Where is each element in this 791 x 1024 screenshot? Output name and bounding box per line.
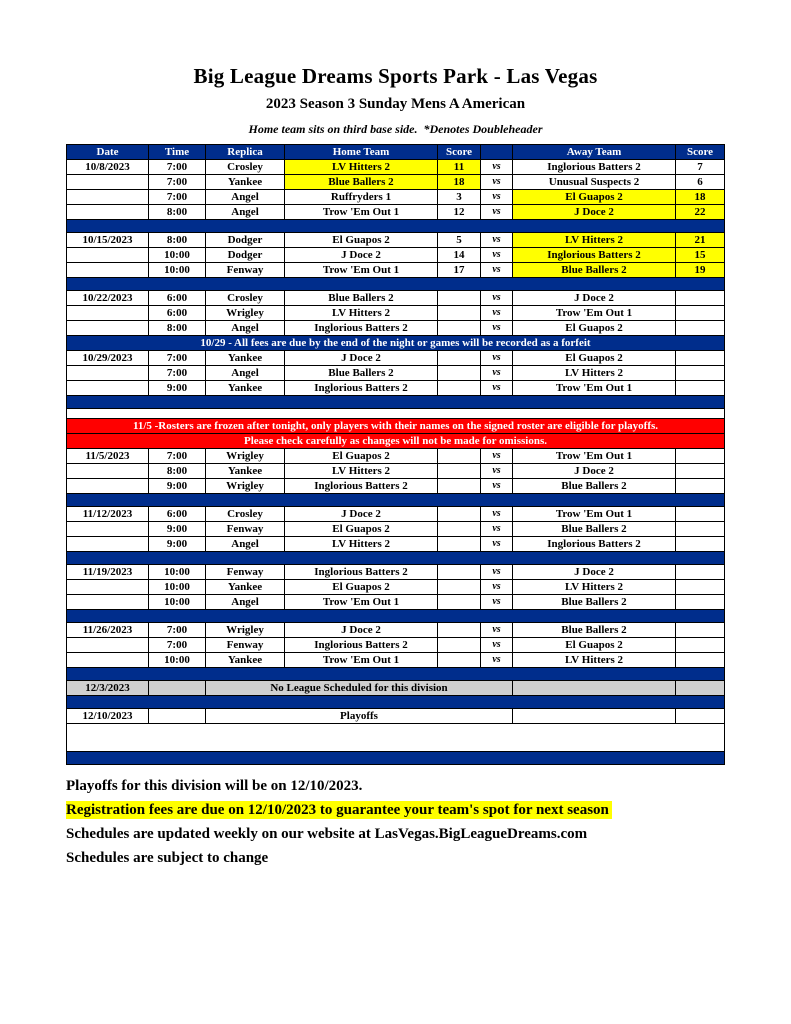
time-cell: 7:00 <box>149 175 206 190</box>
vs-label: vs <box>481 160 513 175</box>
column-header-date: Date <box>67 145 149 160</box>
home-score-cell <box>438 464 481 479</box>
date-cell <box>67 205 149 220</box>
away-team-cell: Trow 'Em Out 1 <box>513 381 676 396</box>
time-cell: 8:00 <box>149 464 206 479</box>
vs-label: vs <box>481 321 513 336</box>
home-team-cell: LV Hitters 2 <box>285 537 438 552</box>
away-team-cell: Blue Ballers 2 <box>513 623 676 638</box>
away-score-cell: 18 <box>676 190 725 205</box>
away-score-cell <box>676 366 725 381</box>
time-cell <box>149 681 206 696</box>
date-cell <box>67 595 149 610</box>
home-score-cell: 18 <box>438 175 481 190</box>
home-score-cell: 17 <box>438 263 481 278</box>
column-header-away-score: Score <box>676 145 725 160</box>
time-cell: 9:00 <box>149 479 206 494</box>
home-score-cell <box>438 479 481 494</box>
playoffs-date-note: Playoffs for this division will be on 12/10/2023. <box>66 778 363 794</box>
no-league-text: No League Scheduled for this division <box>206 681 513 696</box>
table-row <box>67 709 725 724</box>
replica-cell: Yankee <box>206 351 285 366</box>
date-cell: 12/3/2023 <box>67 681 149 696</box>
replica-cell: Yankee <box>206 381 285 396</box>
time-cell: 8:00 <box>149 321 206 336</box>
registration-fees-note: Registration fees are due on 12/10/2023 to guarantee your team's spot for next season <box>66 801 612 819</box>
column-header-vs <box>481 145 513 160</box>
separator-bar <box>67 610 725 623</box>
home-score-cell <box>438 507 481 522</box>
away-team-cell: El Guapos 2 <box>513 190 676 205</box>
replica-cell: Wrigley <box>206 306 285 321</box>
home-score-cell <box>438 449 481 464</box>
table-row <box>67 522 725 537</box>
away-score-cell <box>676 306 725 321</box>
away-team-cell: LV Hitters 2 <box>513 580 676 595</box>
separator-bar <box>67 552 725 565</box>
away-score-cell <box>676 464 725 479</box>
away-score-cell <box>676 565 725 580</box>
home-team-note: Home team sits on third base side. *Denotes Doubleheader <box>248 122 543 136</box>
date-cell <box>67 175 149 190</box>
time-cell: 7:00 <box>149 638 206 653</box>
playoffs-text: Playoffs <box>206 709 513 724</box>
home-score-cell <box>438 653 481 668</box>
table-row <box>67 552 725 565</box>
replica-cell: Wrigley <box>206 479 285 494</box>
blank-row <box>67 724 725 752</box>
away-team-cell: Blue Ballers 2 <box>513 263 676 278</box>
time-cell: 6:00 <box>149 306 206 321</box>
away-score-cell <box>676 681 725 696</box>
table-row <box>67 638 725 653</box>
replica-cell: Yankee <box>206 464 285 479</box>
vs-label: vs <box>481 580 513 595</box>
time-cell: 8:00 <box>149 233 206 248</box>
table-row <box>67 306 725 321</box>
schedule-table <box>66 144 725 765</box>
home-team-cell: Inglorious Batters 2 <box>285 565 438 580</box>
home-team-cell: El Guapos 2 <box>285 449 438 464</box>
away-score-cell <box>676 537 725 552</box>
away-score-cell <box>676 595 725 610</box>
table-row <box>67 396 725 409</box>
home-team-cell: Blue Ballers 2 <box>285 366 438 381</box>
date-cell <box>67 190 149 205</box>
home-team-cell: Blue Ballers 2 <box>285 175 438 190</box>
home-score-cell: 5 <box>438 233 481 248</box>
table-row <box>67 205 725 220</box>
table-header <box>67 145 725 160</box>
away-team-cell: El Guapos 2 <box>513 321 676 336</box>
home-team-cell: LV Hitters 2 <box>285 464 438 479</box>
date-cell <box>67 306 149 321</box>
date-cell <box>67 248 149 263</box>
away-team-cell: Blue Ballers 2 <box>513 595 676 610</box>
table-row <box>67 381 725 396</box>
vs-label: vs <box>481 291 513 306</box>
time-cell <box>149 709 206 724</box>
table-row <box>67 409 725 419</box>
table-row <box>67 653 725 668</box>
replica-cell: Crosley <box>206 160 285 175</box>
column-header-replica: Replica <box>206 145 285 160</box>
table-row <box>67 494 725 507</box>
replica-cell: Angel <box>206 537 285 552</box>
table-row <box>67 278 725 291</box>
time-cell: 7:00 <box>149 190 206 205</box>
date-cell <box>67 580 149 595</box>
home-team-cell: El Guapos 2 <box>285 233 438 248</box>
home-team-cell: El Guapos 2 <box>285 522 438 537</box>
replica-cell: Crosley <box>206 291 285 306</box>
replica-cell: Yankee <box>206 175 285 190</box>
date-cell: 10/22/2023 <box>67 291 149 306</box>
away-team-cell: El Guapos 2 <box>513 351 676 366</box>
table-row <box>67 595 725 610</box>
home-score-cell <box>438 351 481 366</box>
away-team-cell: Unusual Suspects 2 <box>513 175 676 190</box>
vs-label: vs <box>481 638 513 653</box>
vs-label: vs <box>481 351 513 366</box>
time-cell: 9:00 <box>149 381 206 396</box>
replica-cell: Angel <box>206 190 285 205</box>
replica-cell: Wrigley <box>206 623 285 638</box>
time-cell: 10:00 <box>149 595 206 610</box>
column-header-home-score: Score <box>438 145 481 160</box>
replica-cell: Yankee <box>206 580 285 595</box>
replica-cell: Angel <box>206 595 285 610</box>
date-cell <box>67 321 149 336</box>
replica-cell: Angel <box>206 366 285 381</box>
vs-label: vs <box>481 366 513 381</box>
away-score-cell <box>676 321 725 336</box>
table-row <box>67 668 725 681</box>
time-cell: 7:00 <box>149 366 206 381</box>
table-row <box>67 263 725 278</box>
home-score-cell <box>438 537 481 552</box>
date-cell: 11/12/2023 <box>67 507 149 522</box>
away-team-cell: J Doce 2 <box>513 291 676 306</box>
separator-bar <box>67 220 725 233</box>
home-team-cell: Trow 'Em Out 1 <box>285 205 438 220</box>
home-score-cell <box>438 321 481 336</box>
page-title: Big League Dreams Sports Park - Las Vegas <box>193 64 598 88</box>
date-cell <box>67 653 149 668</box>
vs-label: vs <box>481 522 513 537</box>
away-score-cell: 6 <box>676 175 725 190</box>
table-row <box>67 419 725 434</box>
time-cell: 9:00 <box>149 522 206 537</box>
replica-cell: Fenway <box>206 263 285 278</box>
vs-label: vs <box>481 565 513 580</box>
table-row <box>67 220 725 233</box>
away-score-cell <box>676 653 725 668</box>
date-cell <box>67 366 149 381</box>
registration-fees-line <box>66 802 791 819</box>
column-header-away-team: Away Team <box>513 145 676 160</box>
table-row <box>67 321 725 336</box>
vs-label: vs <box>481 507 513 522</box>
table-row <box>67 291 725 306</box>
header-row <box>67 145 725 160</box>
table-row <box>67 434 725 449</box>
date-cell <box>67 522 149 537</box>
time-cell: 7:00 <box>149 449 206 464</box>
replica-cell: Fenway <box>206 638 285 653</box>
vs-label: vs <box>481 653 513 668</box>
table-row <box>67 610 725 623</box>
home-team-cell: Inglorious Batters 2 <box>285 638 438 653</box>
date-cell <box>67 263 149 278</box>
time-cell: 10:00 <box>149 565 206 580</box>
vs-label: vs <box>481 190 513 205</box>
table-row <box>67 681 725 696</box>
home-score-cell: 12 <box>438 205 481 220</box>
vs-label: vs <box>481 233 513 248</box>
replica-cell: Dodger <box>206 248 285 263</box>
away-team-cell: LV Hitters 2 <box>513 233 676 248</box>
home-team-cell: LV Hitters 2 <box>285 306 438 321</box>
table-row <box>67 351 725 366</box>
footer-notes <box>66 778 791 867</box>
vs-label: vs <box>481 248 513 263</box>
date-cell <box>67 537 149 552</box>
home-team-cell: J Doce 2 <box>285 507 438 522</box>
home-score-cell <box>438 595 481 610</box>
vs-label: vs <box>481 537 513 552</box>
date-cell <box>67 479 149 494</box>
vs-label: vs <box>481 595 513 610</box>
table-row <box>67 507 725 522</box>
date-cell: 10/29/2023 <box>67 351 149 366</box>
home-score-cell <box>438 291 481 306</box>
away-team-cell: Trow 'Em Out 1 <box>513 449 676 464</box>
separator-bar <box>67 278 725 291</box>
table-row <box>67 233 725 248</box>
date-cell <box>67 464 149 479</box>
time-cell: 10:00 <box>149 653 206 668</box>
away-team-cell: Inglorious Batters 2 <box>513 537 676 552</box>
home-team-cell: Trow 'Em Out 1 <box>285 595 438 610</box>
vs-label: vs <box>481 449 513 464</box>
home-score-cell <box>438 366 481 381</box>
replica-cell: Yankee <box>206 653 285 668</box>
date-cell: 11/19/2023 <box>67 565 149 580</box>
table-row <box>67 336 725 351</box>
table-row <box>67 537 725 552</box>
roster-freeze-notice: 11/5 -Rosters are frozen after tonight, only players with their names on the signed roster are eligible for playoffs. <box>67 419 725 434</box>
table-row <box>67 190 725 205</box>
away-team-cell: J Doce 2 <box>513 565 676 580</box>
table-row <box>67 696 725 709</box>
home-score-cell <box>438 638 481 653</box>
website-note: Schedules are updated weekly on our website at LasVegas.BigLeagueDreams.com <box>66 826 588 842</box>
roster-freeze-notice: Please check carefully as changes will not be made for omissions. <box>67 434 725 449</box>
away-score-cell <box>676 507 725 522</box>
vs-label: vs <box>481 175 513 190</box>
page-subtitle: 2023 Season 3 Sunday Mens A American <box>265 96 526 112</box>
date-cell: 11/5/2023 <box>67 449 149 464</box>
away-score-cell: 22 <box>676 205 725 220</box>
home-team-cell: Inglorious Batters 2 <box>285 321 438 336</box>
time-cell: 7:00 <box>149 160 206 175</box>
away-score-cell <box>676 709 725 724</box>
time-cell: 10:00 <box>149 248 206 263</box>
away-score-cell: 19 <box>676 263 725 278</box>
home-score-cell <box>438 623 481 638</box>
time-cell: 6:00 <box>149 507 206 522</box>
away-score-cell <box>676 623 725 638</box>
table-row <box>67 175 725 190</box>
home-score-cell: 3 <box>438 190 481 205</box>
away-team-cell: LV Hitters 2 <box>513 366 676 381</box>
away-score-cell <box>676 580 725 595</box>
home-score-cell: 14 <box>438 248 481 263</box>
replica-cell: Fenway <box>206 565 285 580</box>
away-score-cell <box>676 479 725 494</box>
away-team-cell: El Guapos 2 <box>513 638 676 653</box>
table-row <box>67 248 725 263</box>
separator-bar <box>67 696 725 709</box>
replica-cell: Fenway <box>206 522 285 537</box>
away-team-cell: Blue Ballers 2 <box>513 522 676 537</box>
vs-label: vs <box>481 479 513 494</box>
time-cell: 6:00 <box>149 291 206 306</box>
home-score-cell <box>438 565 481 580</box>
away-team-cell: Blue Ballers 2 <box>513 479 676 494</box>
table-row <box>67 449 725 464</box>
table-row <box>67 724 725 752</box>
blank-row <box>67 409 725 419</box>
time-cell: 10:00 <box>149 580 206 595</box>
home-team-cell: LV Hitters 2 <box>285 160 438 175</box>
away-team-cell: LV Hitters 2 <box>513 653 676 668</box>
column-header-time: Time <box>149 145 206 160</box>
replica-cell: Angel <box>206 205 285 220</box>
home-team-cell: Blue Ballers 2 <box>285 291 438 306</box>
away-score-cell <box>676 291 725 306</box>
time-cell: 8:00 <box>149 205 206 220</box>
separator-bar <box>67 396 725 409</box>
separator-bar <box>67 668 725 681</box>
vs-label: vs <box>481 205 513 220</box>
away-team-cell: Trow 'Em Out 1 <box>513 306 676 321</box>
vs-label: vs <box>481 623 513 638</box>
time-cell: 10:00 <box>149 263 206 278</box>
time-cell: 9:00 <box>149 537 206 552</box>
fees-due-notice: 10/29 - All fees are due by the end of the night or games will be recorded as a forfeit <box>67 336 725 351</box>
home-score-cell <box>438 381 481 396</box>
home-score-cell <box>438 522 481 537</box>
home-team-cell: J Doce 2 <box>285 248 438 263</box>
away-team-cell <box>513 681 676 696</box>
away-score-cell: 21 <box>676 233 725 248</box>
away-score-cell <box>676 638 725 653</box>
date-cell <box>67 638 149 653</box>
away-team-cell: Trow 'Em Out 1 <box>513 507 676 522</box>
table-row <box>67 366 725 381</box>
table-row <box>67 752 725 765</box>
vs-label: vs <box>481 306 513 321</box>
time-cell: 7:00 <box>149 623 206 638</box>
home-score-cell <box>438 580 481 595</box>
date-cell: 10/8/2023 <box>67 160 149 175</box>
vs-label: vs <box>481 464 513 479</box>
home-score-cell: 11 <box>438 160 481 175</box>
away-score-cell: 15 <box>676 248 725 263</box>
home-team-cell: Inglorious Batters 2 <box>285 479 438 494</box>
vs-label: vs <box>481 263 513 278</box>
away-team-cell: Inglorious Batters 2 <box>513 248 676 263</box>
home-team-cell: J Doce 2 <box>285 623 438 638</box>
time-cell: 7:00 <box>149 351 206 366</box>
separator-bar <box>67 752 725 765</box>
home-team-cell: El Guapos 2 <box>285 580 438 595</box>
date-cell <box>67 381 149 396</box>
subject-to-change-note: Schedules are subject to change <box>66 850 269 866</box>
away-team-cell: Inglorious Batters 2 <box>513 160 676 175</box>
vs-label: vs <box>481 381 513 396</box>
away-score-cell <box>676 449 725 464</box>
table-row <box>67 623 725 638</box>
away-score-cell <box>676 351 725 366</box>
home-team-cell: Ruffryders 1 <box>285 190 438 205</box>
separator-bar <box>67 494 725 507</box>
replica-cell: Wrigley <box>206 449 285 464</box>
home-team-cell: Inglorious Batters 2 <box>285 381 438 396</box>
schedule-body <box>67 160 725 765</box>
date-cell: 11/26/2023 <box>67 623 149 638</box>
column-header-home-team: Home Team <box>285 145 438 160</box>
table-row <box>67 479 725 494</box>
table-row <box>67 565 725 580</box>
home-team-cell: Trow 'Em Out 1 <box>285 263 438 278</box>
table-row <box>67 464 725 479</box>
date-cell: 10/15/2023 <box>67 233 149 248</box>
replica-cell: Crosley <box>206 507 285 522</box>
away-team-cell <box>513 709 676 724</box>
table-row <box>67 160 725 175</box>
replica-cell: Angel <box>206 321 285 336</box>
away-score-cell <box>676 522 725 537</box>
away-score-cell: 7 <box>676 160 725 175</box>
away-team-cell: J Doce 2 <box>513 464 676 479</box>
home-team-cell: Trow 'Em Out 1 <box>285 653 438 668</box>
replica-cell: Dodger <box>206 233 285 248</box>
date-cell: 12/10/2023 <box>67 709 149 724</box>
home-score-cell <box>438 306 481 321</box>
away-score-cell <box>676 381 725 396</box>
table-row <box>67 580 725 595</box>
away-team-cell: J Doce 2 <box>513 205 676 220</box>
home-team-cell: J Doce 2 <box>285 351 438 366</box>
